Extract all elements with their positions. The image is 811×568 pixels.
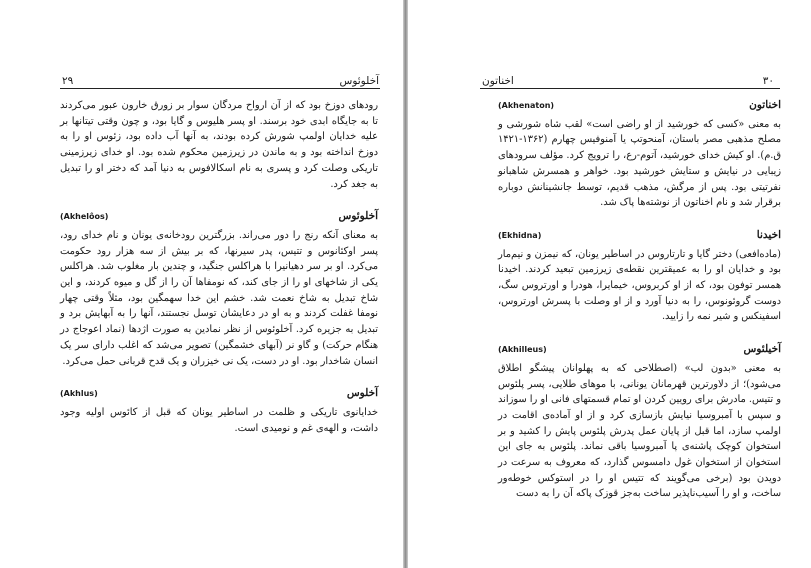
entry-text: (ماده‌افعی) دختر گایا و تارتاروس در اساطیر یونان، که نیمزن و نیم‌مار بود و خدایان او را به عمیقترین نقطه‌ی زیرزمین تبعید کردند. اخیدنا همسر توفون بود، که از او کربروس، خیمایرا، هودرا و اورتروس سگ، دوست گروئونوس، را به دنیا آورد و از او وصلت با پسرش اورتروس، اسفینکس و شیر نمه را زایید. bbox=[498, 248, 781, 323]
page-body bbox=[498, 98, 781, 502]
intro-paragraph: رودهای دوزخ بود که از آن ارواح مردگان سوار بر زورق خارون عبور می‌کردند تا به جایگاه ابدی خود برسند. او پسر هلیوس و گایا بود، و چون وقتی تیتانها بر علیه خدایان اولمپ شورش کرده بودند، به آنها آب داده بود، زئوس او را به دوزخ انداخته بود و به ماندن در زیرزمین محکوم شده بود. او خدای زیرزمینی تاریکی وصلت کرد و پسری به نام اسکالافوس به دنیا آمد که دختر او را تبدیل به جغد کرد. bbox=[60, 100, 378, 190]
right-page bbox=[408, 0, 811, 568]
entry-text: به معنی «بدون لب» (اصطلاحی که به پهلوانان پیشگو اطلاق می‌شود)؛ از دلاورترین قهرمانان یونانی، با موهای طلایی، پسر پلئوس و تتیس. مادرش برای رویین کردن او تمام قسمتهای فانی او را سوزاند و سپس با آمبروسیا نیایش بازسازی کرد و از او آماده‌ی اقامت در اولمپ سازد، اما قبل از پایان عمل پدرش پلئوس پایش را کشید و بر استخوان کوچک پاشنه‌ی پا آمبروسیا باقی نماند. پلئوس به جای این استخوان از استخوان غول دامسوس گذارد، که معروف به سرعت در دویدن بود (برخی می‌گویند که تتیس او را در استوکس خوطه‌ور ساخت، و او را آسیب‌ناپذیر ساخت به‌جز قوزک پاکه آن را به دست bbox=[498, 362, 781, 500]
entry-heading bbox=[60, 386, 378, 402]
page-body bbox=[60, 98, 378, 436]
entry-text: خدایانوی تاریکی و ظلمت در اساطیر یونان که قبل از کائوس اولیه وجود داشت، و الهه‌ی غم و نومیدی است. bbox=[60, 406, 378, 434]
entry-latin-name: (Ekhidna) bbox=[498, 230, 542, 240]
left-page bbox=[0, 0, 403, 568]
entry-latin-name: (Akhilleus) bbox=[498, 345, 547, 355]
entry-title: اخیدنا bbox=[756, 228, 781, 241]
entry-latin-name: (Akhlus) bbox=[60, 389, 98, 399]
entry-latin-name: (Akhenaton) bbox=[498, 101, 555, 110]
entry-heading bbox=[498, 342, 781, 358]
page-number: ۲۹ bbox=[62, 75, 74, 87]
running-title: اخناتون bbox=[482, 75, 514, 87]
entry-title: اخناتون bbox=[749, 99, 781, 111]
header-rule bbox=[60, 88, 380, 89]
entry-text: به معنای آنکه رنج را دور می‌راند. بزرگترین رودخانه‌ی یونان و نام خدای رود، پسر اوکئانوس و تتیس، پدر سیرنها، که بر بیش از سه هزار رود حکومت می‌کرد. او بر سر دهیانیرا با هراکلس جنگید، و چندین بار مغلوب شد. هراکلس یکی از شاخهای او را از جای کند، که نومفاها آن را از گل و میوه کردند، و این شاخ تبدیل به شاخ نعمت شد. خشم این خدا سهمگین بود، مثلاً وقتی چهار نومفا غفلت کردند و به او در دعایشان توسل نجستند، آنها را به آبهایش برد و تبدیل به جزیره کرد. آخلوئوس از نظر نمادین به صورت اژدها (نماد اعوجاج در هنگام حرکت) و گاو نر (آبهای خشمگین) تصویر می‌شد که اغلب دارای سر یک انسان شاخدار بود. او در دست، یک نی خیزران و یک قدح قربانی حمل می‌کرد. bbox=[60, 229, 378, 367]
entry-heading bbox=[498, 98, 781, 114]
entry-title: آخیلئوس bbox=[743, 343, 781, 356]
entry-title: آخلوس bbox=[346, 387, 378, 400]
entry-title: آخلوئوس bbox=[338, 210, 378, 223]
entry-text: به معنی «کسی که خورشید از او راضی است» لقب شاه شورشی و مصلح مذهبی مصر باستان، آمنحوتپ یا آمنوفیس چهارم (۱۳۶۲-۱۴۲۱ ق.م). او کیش خدای خورشید، آتوم-رع، را ترویج کرد. مؤلف سرودهای زیبایی در نیایش و ستایش خورشید بود. خواهر و همسرش شاهبانو نفرتیتی بود. پس از مرگش، مذهب قدیم، توسط جانشینانش دوباره برقرار شد و نام اخناتون از نوشته‌ها پاک شد. bbox=[498, 118, 781, 209]
entry-latin-name: (Akhelôos) bbox=[60, 212, 109, 222]
entry-heading bbox=[498, 228, 781, 244]
running-title: آخلوئوس bbox=[339, 75, 379, 87]
entry-heading bbox=[60, 209, 378, 225]
header-rule bbox=[480, 88, 780, 89]
page-number: ۳۰ bbox=[762, 75, 774, 87]
